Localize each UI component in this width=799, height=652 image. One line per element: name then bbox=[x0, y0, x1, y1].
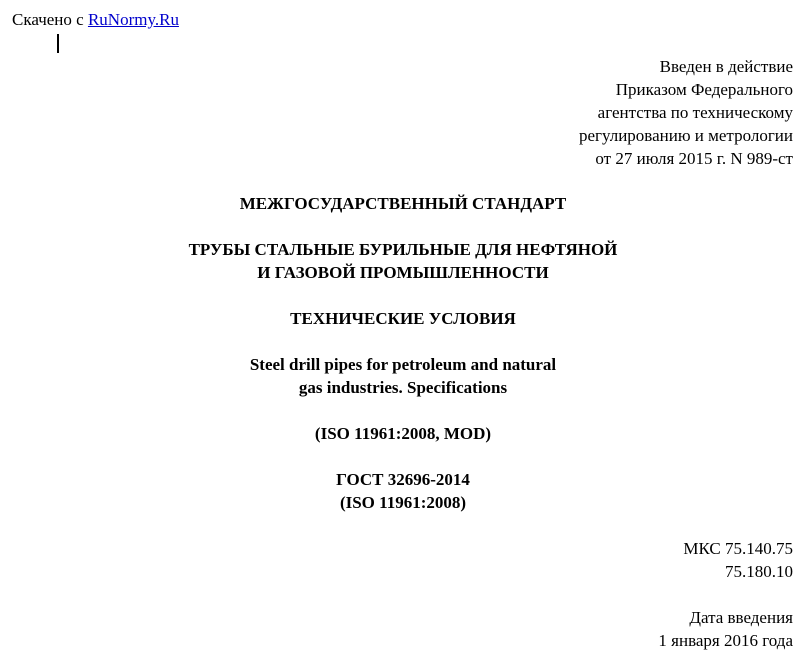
introduction-date-label: Дата введения bbox=[689, 608, 793, 627]
source-line bbox=[12, 8, 179, 31]
gost-designation bbox=[0, 468, 799, 514]
title-russian-line: ТРУБЫ СТАЛЬНЫЕ БУРИЛЬНЫЕ ДЛЯ НЕФТЯНОЙ bbox=[188, 240, 618, 259]
mks-codes bbox=[683, 537, 793, 583]
title-english bbox=[0, 353, 799, 399]
mks-code: 75.180.10 bbox=[725, 562, 793, 581]
title-english-line: Steel drill pipes for petroleum and natural bbox=[249, 355, 557, 374]
source-prefix: Скачено с bbox=[12, 10, 84, 29]
mks-code: МКС 75.140.75 bbox=[683, 539, 793, 558]
enactment-line: Введен в действие bbox=[659, 57, 793, 76]
title-russian-line: И ГАЗОВОЙ ПРОМЫШЛЕННОСТИ bbox=[257, 263, 549, 282]
source-link[interactable]: RuNormy.Ru bbox=[87, 10, 179, 29]
introduction-date-value: 1 января 2016 года bbox=[658, 631, 793, 650]
enactment-line: от 27 июля 2015 г. N 989-ст bbox=[595, 149, 793, 168]
iso-reference: (ISO 11961:2008) bbox=[339, 493, 467, 512]
title-russian bbox=[0, 238, 799, 284]
enactment-line: агентства по техническому bbox=[597, 103, 793, 122]
enactment-note bbox=[579, 55, 793, 170]
subtitle-russian: ТЕХНИЧЕСКИЕ УСЛОВИЯ bbox=[290, 309, 516, 328]
gost-number: ГОСТ 32696-2014 bbox=[336, 470, 470, 489]
iso-modification: (ISO 11961:2008, MOD) bbox=[314, 424, 492, 443]
text-cursor bbox=[57, 34, 59, 53]
enactment-line: Приказом Федерального bbox=[615, 80, 793, 99]
introduction-date bbox=[658, 606, 793, 652]
title-english-line: gas industries. Specifications bbox=[298, 378, 508, 397]
standard-type: МЕЖГОСУДАРСТВЕННЫЙ СТАНДАРТ bbox=[239, 194, 567, 213]
enactment-line: регулированию и метрологии bbox=[578, 126, 793, 145]
